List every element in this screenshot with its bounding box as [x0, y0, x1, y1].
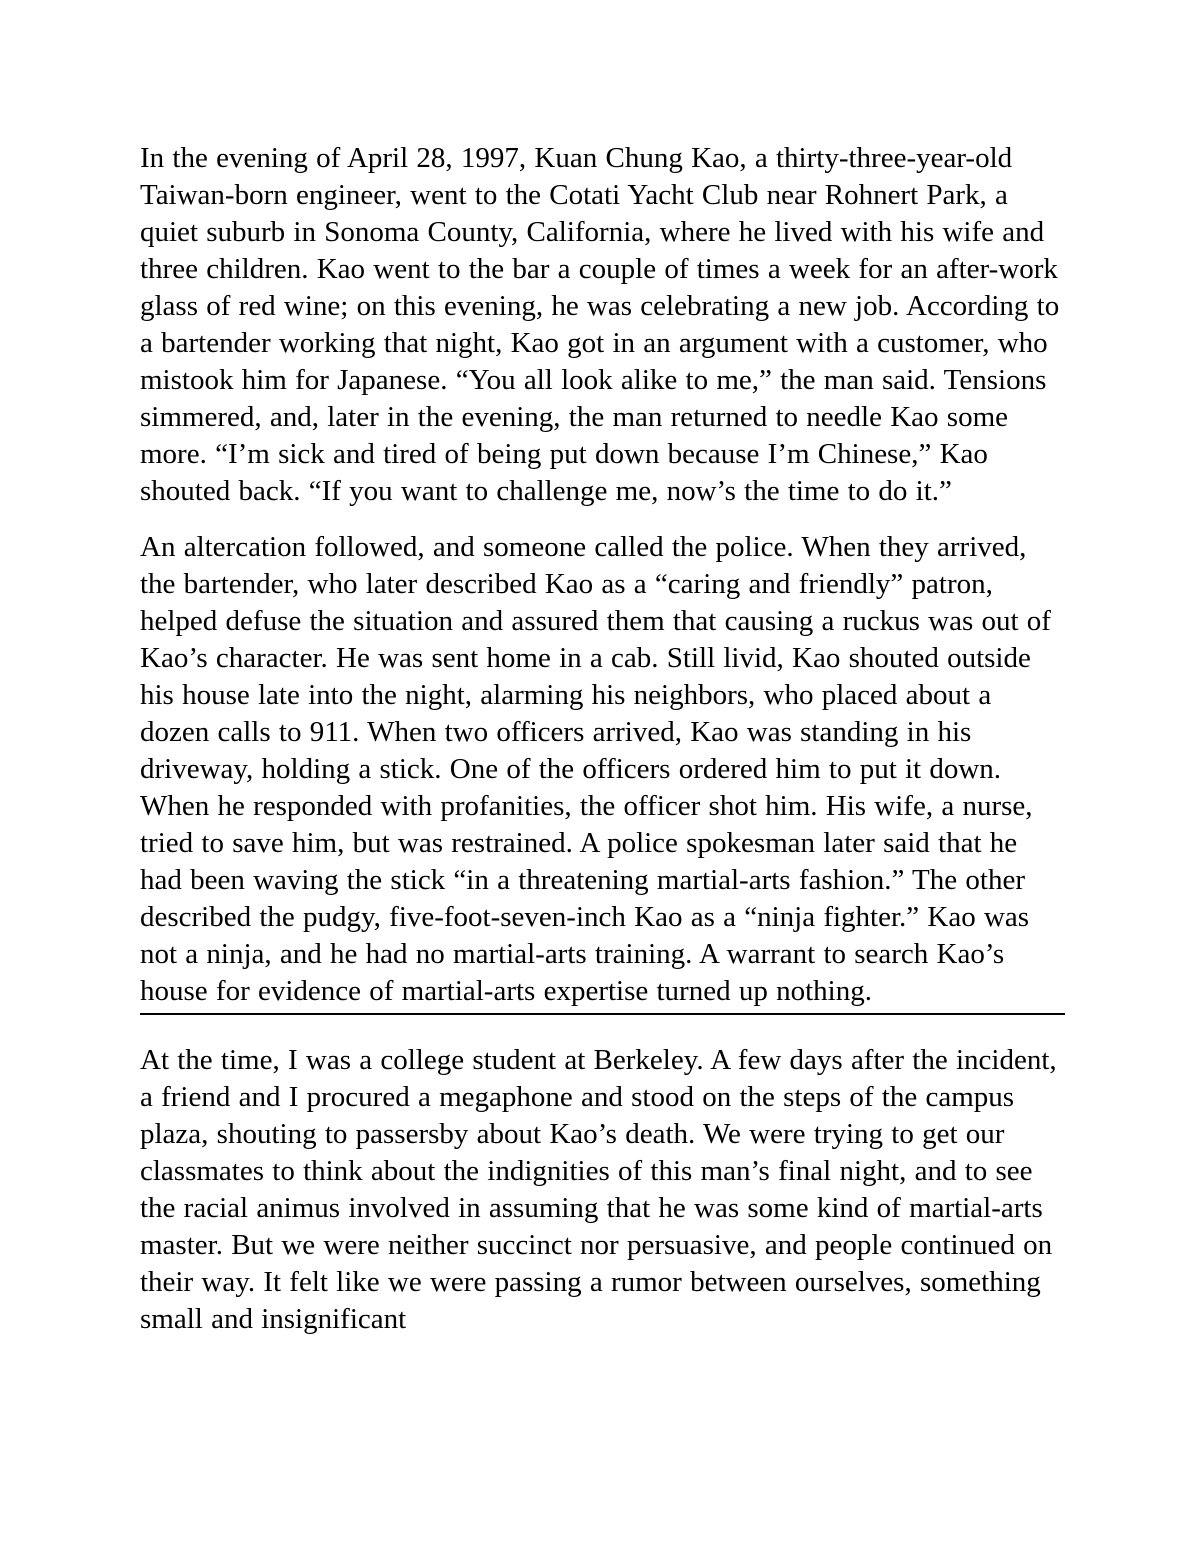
paragraph-1: In the evening of April 28, 1997, Kuan Chung Kao, a thirty-three-year-old Taiwan-born engineer, went to the Cotati Yacht Club near Rohnert Park, a quiet suburb in Sonoma County, California, where he lived with his wife and three children. Kao went to the bar a couple of times a week for an after-work glass of red wine; on this evening, he was celebrating a new job. According to a bartender working that night, Kao got in an argument with a customer, who mistook him for Japanese. “You all look alike to me,” the man said. Tensions simmered, and, later in the evening, the man returned to needle Kao some more. “I’m sick and tired of being put down because I’m Chinese,” Kao shouted back. “If you want to challenge me, now’s the time to do it.” — [140, 142, 1060, 507]
paragraph-2: An altercation followed, and someone called the police. When they arrived, the bartender, who later described Kao as a “caring and friendly” patron, helped defuse the situation and assured them that causing a ruckus was out of Kao’s character. He was sent home in a cab. Still livid, Kao shouted outside his house late into the night, alarming his neighbors, who placed about a dozen calls to 911. When two officers arrived, Kao was standing in his driveway, holding a stick. One of the officers ordered him to put it down. When he responded with profanities, the officer shot him. His wife, a nurse, tried to save him, but was restrained. A police spokesman later said that he had been waving the stick “in a threatening martial-arts fashion.” The other described the pudgy, five-foot-seven-inch Kao as a “ninja fighter.” Kao was not a ninja, and he had no martial-arts training. A warrant to search Kao’s house for evidence of martial-arts expertise turned up nothing. — [140, 531, 1051, 1007]
horizontal-rule — [140, 1013, 1065, 1015]
paragraph-3: At the time, I was a college student at Berkeley. A few days after the incident, a friend and I procured a megaphone and stood on the steps of the campus plaza, shouting to passersby about Kao’s death. We were trying to get our classmates to think about the indignities of this man’s final night, and to see the racial animus involved in assuming that he was some kind of martial-arts master. But we were neither succinct nor persuasive, and people continued on their way. It felt like we were passing a rumor between ourselves, something small and insignificant — [140, 1044, 1057, 1335]
document-page — [140, 140, 1065, 1357]
